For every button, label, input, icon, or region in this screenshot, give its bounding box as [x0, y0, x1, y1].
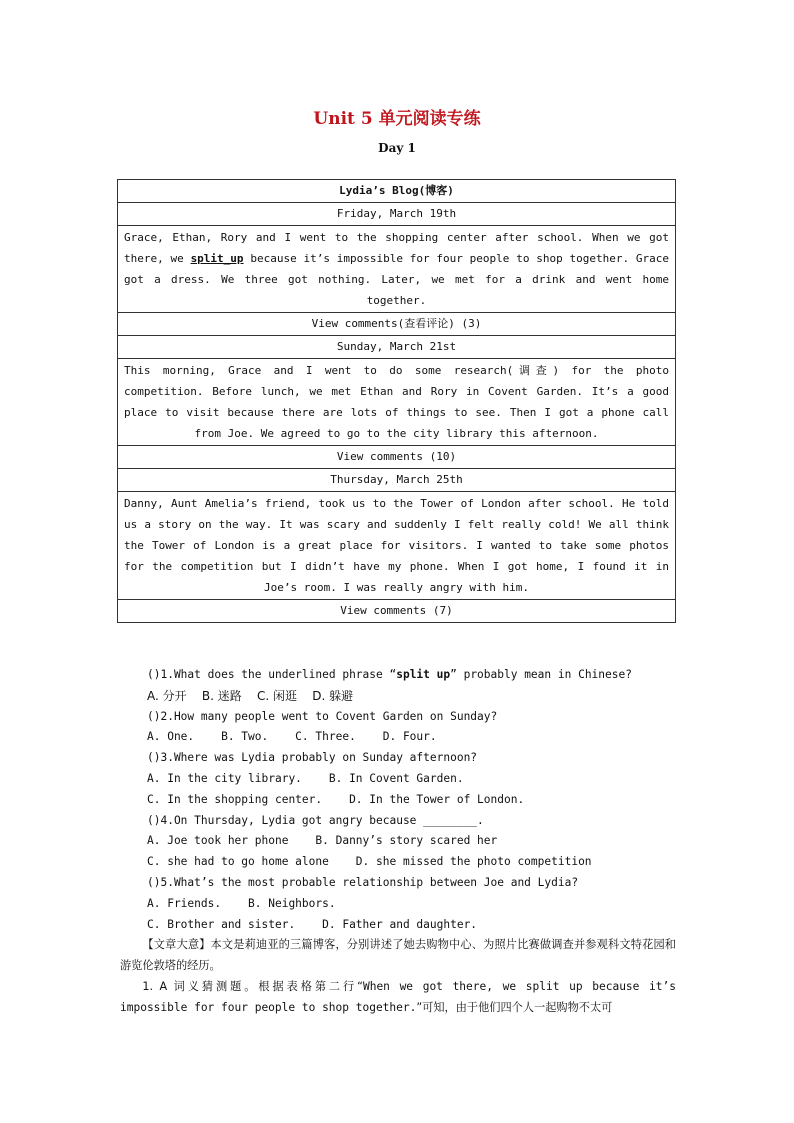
question-3: ()3.Where was Lydia probably on Sunday afternoon? [147, 751, 478, 765]
question-5-options-cd: C. Brother and sister. D. Father and daughter. [147, 917, 478, 931]
entry-text: Danny, Aunt Amelia’s friend, took us to the Tower of London after school. He told us a story on the way. It was scary and suddenly I felt really cold! We all think the Tower of London is a great place for visitors. I wanted to take some photos for the competition but I didn’t have my phone. When I got home, I found it in Joe’s room. I was really angry with him. [118, 492, 676, 600]
underlined-phrase: split_up [190, 252, 244, 265]
entry-date: Sunday, March 21st [118, 336, 676, 359]
entry-text: This morning, Grace and I went to do some research(调查) for the photo competition. Before lunch, we met Ethan and Rory in Covent Garden. It’s a good place to visit because there are lots of things to see. Then I got a phone call from Joe. We agreed to go to the city library this afternoon. [118, 359, 676, 446]
question-1-options: A. 分开 B. 迷路 C. 闲逛 D. 躲避 [147, 688, 354, 703]
view-comments-link[interactable]: View comments(查看评论) (3) [118, 313, 676, 336]
answer-1-explanation: 1. A 词义猜测题。根据表格第二行“When we got there, we split up because it’s impossible for four people to shop together.”可知，由于他们四个人一起购物不太可 [120, 980, 677, 1014]
blog-heading: Lydia’s Blog(博客) [118, 180, 676, 203]
question-4: ()4.On Thursday, Lydia got angry because ________. [147, 813, 484, 827]
entry-text: Grace, Ethan, Rory and I went to the shopping center after school. When we got there, we split_up because it’s impossible for four people to shop together. Grace got a dress. We three got nothing. Later, we met for a drink and went home together. [118, 226, 676, 313]
question-4-options-cd: C. she had to go home alone D. she missed the photo competition [147, 855, 592, 869]
questions-section [147, 665, 687, 935]
view-comments-link[interactable]: View comments (7) [118, 600, 676, 623]
answer-summary [120, 934, 676, 1018]
page-title: Unit 5 单元阅读专练 [313, 109, 481, 129]
question-2: ()2.How many people went to Covent Garden on Sunday? [147, 709, 498, 723]
question-4-options-ab: A. Joe took her phone B. Danny’s story scared her [147, 834, 498, 848]
entry-date: Thursday, March 25th [118, 469, 676, 492]
question-3-options-ab: A. In the city library. B. In Covent Garden. [147, 771, 464, 785]
summary-paragraph: 【文章大意】本文是莉迪亚的三篇博客，分别讲述了她去购物中心、为照片比赛做调查并参观科文特花园和游览伦敦塔的经历。 [120, 938, 676, 972]
question-5: ()5.What’s the most probable relationship between Joe and Lydia? [147, 875, 579, 889]
entry-date: Friday, March 19th [118, 203, 676, 226]
question-1: ()1.What does the underlined phrase “split up” probably mean in Chinese? [147, 668, 632, 681]
view-comments-link[interactable]: View comments (10) [118, 446, 676, 469]
question-5-options-ab: A. Friends. B. Neighbors. [147, 896, 336, 910]
day-label: Day 1 [378, 141, 416, 155]
question-3-options-cd: C. In the shopping center. D. In the Tower of London. [147, 792, 525, 806]
question-2-options: A. One. B. Two. C. Three. D. Four. [147, 730, 437, 744]
blog-table [117, 179, 676, 623]
